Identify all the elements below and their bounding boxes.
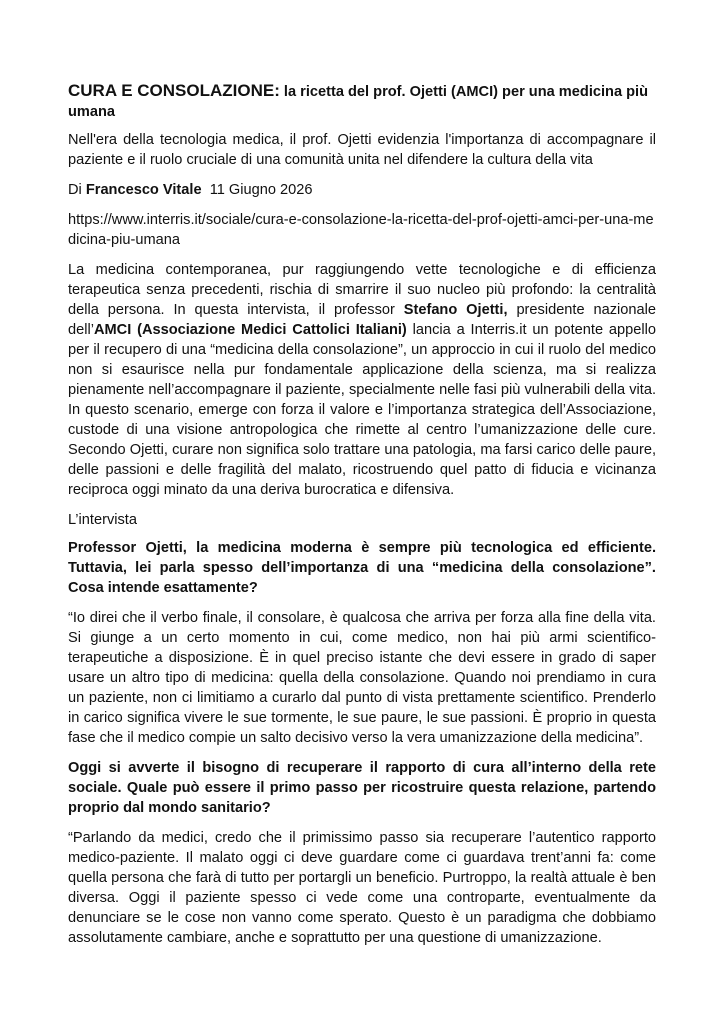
intro-paragraph [68,260,656,500]
article-title [68,81,656,122]
intro-organization: AMCI (Associazione Medici Cattolici Italiani) [93,322,407,338]
intro-text-1: La medicina contemporanea, pur raggiungendo vette tecnologiche e di efficienza terapeutica senza precedenti, rischia di smarrire il suo nucleo più profondo: la centralità della persona. In questa intervista, il professor [68,262,656,318]
question-2: Oggi si avverte il bisogno di recuperare il rapporto di cura all’interno della rete sociale. Quale può essere il primo passo per ricostruire questa relazione, partendo proprio dal mondo sanitario? [68,760,656,816]
intro-text-3: lancia a Interris.it un potente appello per il recupero di una “medicina della consolazione”, un approccio in cui il ruolo del medico non si esaurisce nella pur fondamentale applicazione della scienza, ma si realizza pienamente nell’accompagnare il paziente, specialmente nelle fasi più vulnerabili della vita. In questo scenario, emerge con forza il valore e l’importanza strategica dell’Associazione, custode di una visione antropologica che rimette al centro l’umanizzazione delle cure. Secondo Ojetti, curare non significa solo trattare una patologia, ma farsi carico delle paure, delle passioni e delle fragilità del malato, ricostruendo quel patto di fiducia e vicinanza reciproca oggi minato da una deriva burocratica e difensiva. [68,322,656,498]
article [68,81,656,958]
article-title-rest: la ricetta del prof. Ojetti (AMCI) per una medicina più umana [68,84,649,120]
intro-text-2: presidente nazionale dell’ [68,302,656,338]
intro-person-name: Stefano Ojetti, [403,302,508,318]
answer-2: “Parlando da medici, credo che il primissimo passo sia recuperare l’autentico rapporto medico-paziente. Il malato oggi ci deve guardare come ci guardava trent’anni fa: come quella persona che farà di tutto per portargli un beneficio. Purtroppo, la realtà attuale è ben diversa. Oggi il paziente spesso ci vede come una controparte, eventualmente da denunciare se le cose non vanno come sperato. Questo è un paradigma che dobbiamo assolutamente cambiare, anche e soprattutto per una questione di umanizzazione. [68,830,656,946]
publish-date: 11 Giugno 2026 [209,182,313,198]
question-1: Professor Ojetti, la medicina moderna è sempre più tecnologica ed efficiente. Tuttavia, lei parla spesso dell’importanza di una “medicina della consolazione”. Cosa intende esattamente? [68,540,656,596]
author-name: Francesco Vitale [85,182,202,198]
article-subtitle: Nell'era della tecnologia medica, il prof. Ojetti evidenzia l'importanza di accompagnare il paziente e il ruolo cruciale di una comunità unita nel difendere la cultura della vita [68,132,656,168]
article-url: https://www.interris.it/sociale/cura-e-consolazione-la-ricetta-del-prof-ojetti-amci-per-una-medicina-piu-umana [68,212,654,248]
byline-prefix: Di [68,182,86,198]
article-title-main: CURA E CONSOLAZIONE: [68,81,280,100]
interview-label: L’intervista [68,512,137,528]
answer-1: “Io direi che il verbo finale, il consolare, è qualcosa che arriva per forza alla fine della vita. Si giunge a un certo momento in cui, come medico, non hai più armi scientifico-terapeutiche a disposizione. È in quel preciso istante che devi essere in grado di saper usare un altro tipo di medicina: quella della consolazione. Quando noi prendiamo in cura un paziente, non ci limitiamo a curarlo dal punto di vista prettamente scientifico. Prenderlo in carico significa vivere le sue tormente, le sue paure, le sue passioni. È proprio in questa fase che il medico compie un salto decisivo verso la vera umanizzazione della medicina”. [68,610,656,746]
byline [68,180,656,200]
